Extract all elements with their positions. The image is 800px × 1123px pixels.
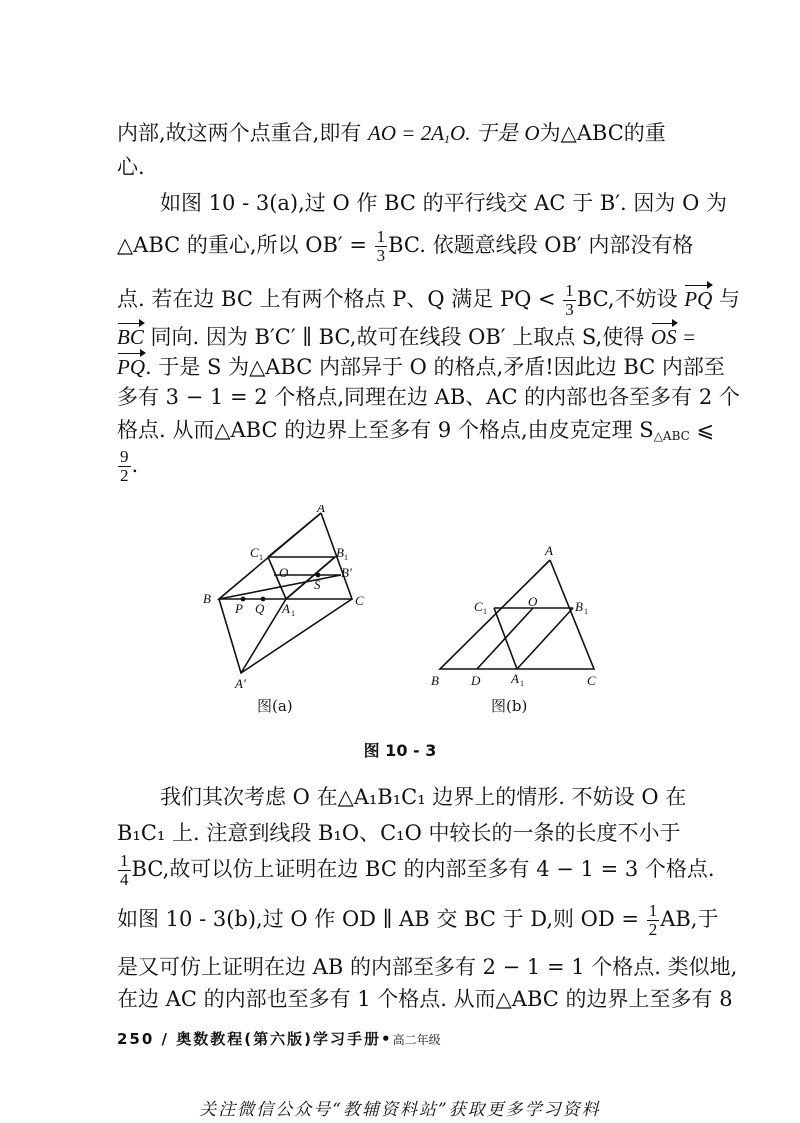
leq-sign: ⩽: [696, 418, 715, 442]
text-line-11: [160, 782, 730, 812]
fraction-9-2: [118, 448, 131, 485]
label-s: S: [314, 577, 321, 592]
vector-pq-2: PQ: [117, 352, 145, 382]
fraction-1-4: [118, 852, 131, 889]
label-q: Q: [255, 601, 265, 616]
label-b1: B: [336, 545, 344, 560]
label-d-b: D: [471, 673, 481, 688]
label-sub: 1: [584, 607, 588, 616]
frac-den: 4: [120, 870, 129, 889]
page-footer: [117, 1028, 441, 1049]
diagram-a-lines: [219, 513, 352, 673]
label-o-b: O: [528, 594, 538, 609]
text-line-14: [117, 901, 719, 939]
label-sub: 1: [344, 553, 348, 562]
text-span: . 于是 S 为△ABC 内部异于 O 的格点,矛盾!因此边 BC 内部至: [145, 355, 725, 379]
grade-label: 高二年级: [392, 1033, 441, 1047]
text-span: 内部,故这两个点重合,即有: [117, 121, 362, 145]
text-line-6: [117, 322, 696, 352]
text-span: 与: [718, 287, 740, 311]
fraction-1-2: [647, 902, 660, 939]
text-span: 点. 若在边 BC 上有两个格点 P、Q 满足 PQ <: [117, 287, 556, 311]
fraction-1-3: [375, 228, 388, 265]
triangle-abc-b: [440, 560, 594, 669]
text-line-9: [117, 415, 715, 445]
label-b1-b: B: [575, 599, 583, 614]
label-sub: 1: [259, 553, 263, 562]
text-span: BC,不妨设: [576, 287, 678, 311]
frac-num: 1: [565, 281, 574, 300]
text-span: BC,故可以仿上证明在边 BC 的内部至多有 4 − 1 = 3 个格点.: [131, 857, 715, 881]
text-span: 如图 10 - 3(a),过 O 作 BC 的平行线交 AC 于 B′. 因为 O 为: [160, 191, 727, 215]
label-a-b: A: [545, 543, 553, 558]
text-span: AB,于: [660, 907, 719, 931]
text-line-3: [160, 188, 730, 218]
diagram-b-lines: [440, 560, 594, 669]
label-b-prime: B′: [341, 565, 352, 580]
text-line-16: [117, 984, 733, 1014]
text-line-12: [117, 818, 687, 848]
text-line-7: [117, 352, 725, 382]
label-a1: A: [282, 601, 290, 616]
frac-num: 1: [376, 227, 386, 246]
text-span: 多有 3 − 1 = 2 个格点,同理在边 AB、AC 的内部也各至多有 2 个: [117, 385, 740, 409]
math-o: O. 于是: [450, 121, 518, 145]
figure-10-3: [195, 505, 615, 725]
text-span: 格点. 从而△ABC 的边界上至多有 9 个格点,由皮克定理 S: [117, 418, 654, 442]
text-span: 为△ABC的重: [539, 121, 666, 145]
label-b: B: [203, 591, 211, 606]
text-span: 如图 10 - 3(b),过 O 作 OD ∥ AB 交 BC 于 D,则 OD =: [117, 907, 640, 931]
label-a-prime: A′: [235, 676, 246, 691]
frac-num: 9: [120, 447, 129, 466]
label-o: O: [279, 565, 289, 580]
book-title: 奥数教程(第六版)学习手册: [176, 1030, 381, 1048]
text-line-15: [117, 952, 738, 982]
label-sub: 1: [291, 609, 295, 618]
text-line-10: [117, 448, 687, 485]
subscript-triangle: △ABC: [653, 429, 690, 443]
label-sub: 1: [520, 679, 524, 688]
vector-os: OS: [651, 322, 677, 352]
label-sub: 1: [483, 607, 487, 616]
frac-den: 2: [648, 920, 658, 939]
text-span: B₁C₁ 上. 注意到线段 B₁O、C₁O 中较长的一条的长度不小于: [117, 821, 681, 845]
footer-separator: /: [161, 1030, 170, 1048]
label-p: P: [235, 601, 243, 616]
figure-title: 图 10 - 3: [363, 741, 437, 760]
text-span: 同向. 因为 B′C′ ∥ BC,故可在线段 OB′ 上取点 S,使得: [150, 325, 645, 349]
equals: =: [683, 325, 696, 349]
geometry-diagram: [195, 505, 615, 725]
label-c1-b: C: [474, 599, 483, 614]
vector-bc: BC: [117, 322, 144, 352]
text-span: △ABC 的重心,所以 OB′ =: [117, 233, 367, 257]
label-c-b: C: [587, 673, 596, 688]
caption-a: 图(a): [257, 697, 293, 715]
subscript: 1: [444, 132, 451, 146]
text-line-2: [117, 152, 687, 182]
math-ao: AO = 2A: [368, 121, 445, 145]
frac-den: 3: [376, 246, 386, 265]
text-span: 心.: [117, 155, 145, 179]
fraction-1-3b: [563, 282, 576, 319]
diagram-b-labels: [431, 543, 596, 688]
text-span: 在边 AC 的内部也至多有 1 个格点. 从而△ABC 的边界上至多有 8: [117, 987, 733, 1011]
text-span: 是又可仿上证明在边 AB 的内部至多有 2 − 1 = 1 个格点. 类似地,: [117, 955, 738, 979]
math-o2: O: [524, 121, 540, 145]
text-span: BC. 依题意线段 OB′ 内部没有格: [388, 233, 694, 257]
label-b-b: B: [431, 673, 439, 688]
text-line-8: [117, 382, 740, 412]
vector-pq: PQ: [684, 284, 712, 314]
label-c1: C: [250, 545, 259, 560]
text-span: 我们其次考虑 O 在△A₁B₁C₁ 边界上的情形. 不妨设 O 在: [160, 785, 687, 809]
label-a1-b: A: [511, 671, 519, 686]
label-c: C: [355, 593, 364, 608]
label-a: A: [317, 505, 325, 515]
text-span: .: [131, 453, 139, 477]
page-number: 250: [117, 1030, 155, 1048]
frac-num: 1: [120, 851, 129, 870]
caption-b: 图(b): [491, 697, 528, 715]
watermark-text: 关注微信公众号“教辅资料站”获取更多学习资料: [199, 1100, 601, 1120]
footer-dot: •: [380, 1030, 393, 1048]
text-line-4: [117, 227, 694, 265]
frac-den: 3: [565, 300, 574, 319]
frac-den: 2: [120, 466, 129, 485]
text-line-5: [117, 281, 740, 319]
text-line-1: [117, 118, 687, 148]
segment: [268, 513, 321, 557]
text-line-13: [117, 851, 715, 889]
frac-num: 1: [648, 901, 658, 920]
